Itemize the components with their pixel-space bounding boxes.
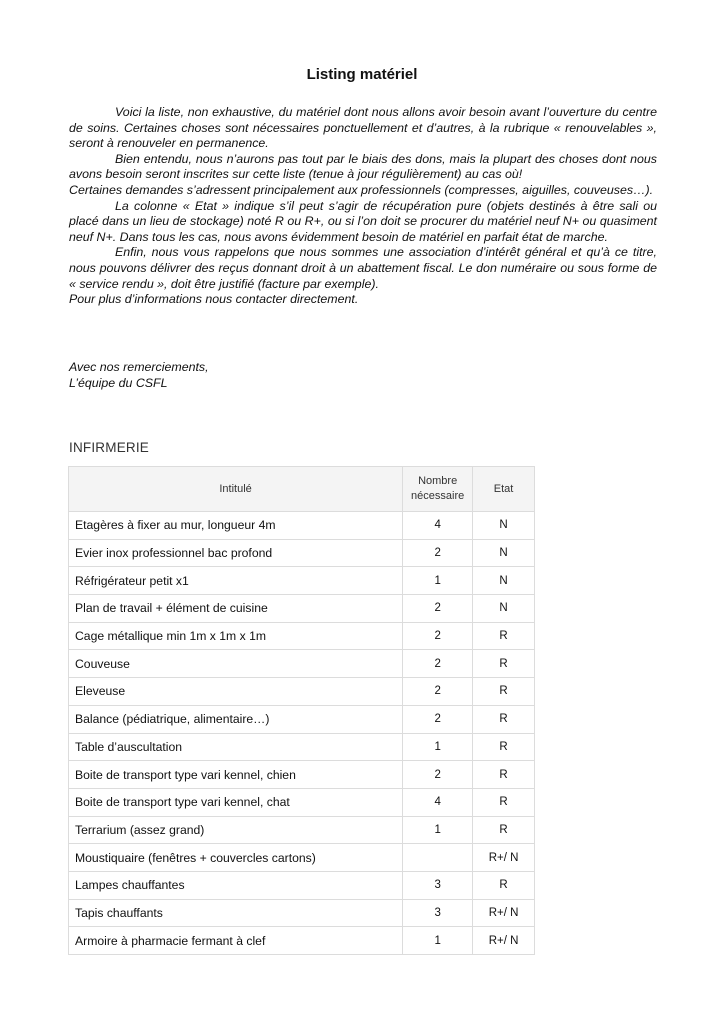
item-name: Balance (pédiatrique, alimentaire…) xyxy=(69,705,403,733)
column-header-quantity xyxy=(403,467,473,512)
item-name: Armoire à pharmacie fermant à clef xyxy=(69,927,403,955)
column-header-quantity-line1: Nombre xyxy=(418,475,458,487)
table-row xyxy=(69,844,535,872)
item-state: R xyxy=(473,871,535,899)
table-row xyxy=(69,512,535,540)
intro-paragraph: La colonne « Etat » indique s’il peut s’agir de récupération pure (objets destinés à être sali ou placé dans un lieu de stockage) noté R ou R+, ou si l’on doit se procurer du matériel neuf N+ ou quasiment neuf N+. Dans tous les cas, nous avons évidemment besoin de matériel en parfait état de marche. xyxy=(69,198,657,244)
table-row xyxy=(69,871,535,899)
intro-paragraph: Bien entendu, nous n’aurons pas tout par le biais des dons, mais la plupart des choses dont nous avons besoin seront inscrites sur cette liste (tenue à jour régulièrement) au cas où! xyxy=(69,151,657,182)
item-state: R xyxy=(473,816,535,844)
item-quantity: 3 xyxy=(403,899,473,927)
page-title: Listing matériel xyxy=(306,66,418,83)
item-name: Couveuse xyxy=(69,650,403,678)
item-name: Eleveuse xyxy=(69,678,403,706)
item-state: R+/ N xyxy=(473,927,535,955)
intro-paragraph: Certaines demandes s’adressent principalement aux professionnels (compresses, aiguilles, couveuses…). xyxy=(69,182,654,197)
item-state: R+/ N xyxy=(473,899,535,927)
item-name: Tapis chauffants xyxy=(69,899,403,927)
item-name: Etagères à fixer au mur, longueur 4m xyxy=(69,512,403,540)
item-quantity xyxy=(403,844,473,872)
item-name: Moustiquaire (fenêtres + couvercles cartons) xyxy=(69,844,403,872)
item-state: R xyxy=(473,733,535,761)
item-state: N xyxy=(473,567,535,595)
item-name: Boite de transport type vari kennel, chat xyxy=(69,788,403,816)
item-name: Plan de travail + élément de cuisine xyxy=(69,595,403,623)
item-quantity: 2 xyxy=(403,595,473,623)
item-state: R xyxy=(473,622,535,650)
item-quantity: 2 xyxy=(403,539,473,567)
equipment-table xyxy=(68,466,535,955)
item-quantity: 1 xyxy=(403,927,473,955)
table-row xyxy=(69,761,535,789)
item-quantity: 1 xyxy=(403,567,473,595)
signoff-line: Avec nos remerciements, xyxy=(69,360,209,374)
item-quantity: 2 xyxy=(403,705,473,733)
item-state: N xyxy=(473,512,535,540)
item-state: N xyxy=(473,595,535,623)
item-quantity: 3 xyxy=(403,871,473,899)
table-row xyxy=(69,733,535,761)
item-state: N xyxy=(473,539,535,567)
item-quantity: 1 xyxy=(403,816,473,844)
table-row xyxy=(69,678,535,706)
table-row xyxy=(69,899,535,927)
column-header-name: Intitulé xyxy=(69,467,403,512)
item-state: R+/ N xyxy=(473,844,535,872)
item-name: Réfrigérateur petit x1 xyxy=(69,567,403,595)
table-row xyxy=(69,816,535,844)
table-row xyxy=(69,927,535,955)
table-row xyxy=(69,788,535,816)
intro-paragraph: Voici la liste, non exhaustive, du matériel dont nous allons avoir besoin avant l’ouverture du centre de soins. Certaines choses sont nécessaires ponctuellement et d’autres, à la rubrique « renouvelables », seront à renouveler en permanence. xyxy=(69,105,657,151)
table-body xyxy=(69,512,535,955)
table-header-row xyxy=(69,467,535,512)
table-row xyxy=(69,705,535,733)
item-name: Table d’auscultation xyxy=(69,733,403,761)
item-quantity: 2 xyxy=(403,622,473,650)
item-state: R xyxy=(473,650,535,678)
item-quantity: 2 xyxy=(403,650,473,678)
item-name: Terrarium (assez grand) xyxy=(69,816,403,844)
column-header-quantity-line2: nécessaire xyxy=(411,490,465,502)
table-row xyxy=(69,595,535,623)
item-state: R xyxy=(473,678,535,706)
intro-text xyxy=(69,105,657,308)
table-row xyxy=(69,622,535,650)
item-quantity: 1 xyxy=(403,733,473,761)
item-name: Cage métallique min 1m x 1m x 1m xyxy=(69,622,403,650)
item-state: R xyxy=(473,761,535,789)
table-row xyxy=(69,650,535,678)
table-row xyxy=(69,567,535,595)
signoff xyxy=(69,360,469,391)
item-name: Boite de transport type vari kennel, chien xyxy=(69,761,403,789)
column-header-state: Etat xyxy=(473,467,535,512)
section-title: INFIRMERIE xyxy=(69,440,150,455)
intro-paragraph: Pour plus d’informations nous contacter directement. xyxy=(69,292,359,307)
item-quantity: 4 xyxy=(403,512,473,540)
item-quantity: 2 xyxy=(403,678,473,706)
signoff-line: L’équipe du CSFL xyxy=(69,375,168,390)
table-row xyxy=(69,539,535,567)
item-quantity: 2 xyxy=(403,761,473,789)
intro-paragraph: Enfin, nous vous rappelons que nous sommes une association d’intérêt général et qu’à ce titre, nous pouvons délivrer des reçus donnant droit à un abattement fiscal. Le don numéraire ou sous forme de « service rendu », doit être justifié (facture par exemple). xyxy=(69,245,657,291)
item-state: R xyxy=(473,788,535,816)
item-name: Evier inox professionnel bac profond xyxy=(69,539,403,567)
item-quantity: 4 xyxy=(403,788,473,816)
item-state: R xyxy=(473,705,535,733)
item-name: Lampes chauffantes xyxy=(69,871,403,899)
